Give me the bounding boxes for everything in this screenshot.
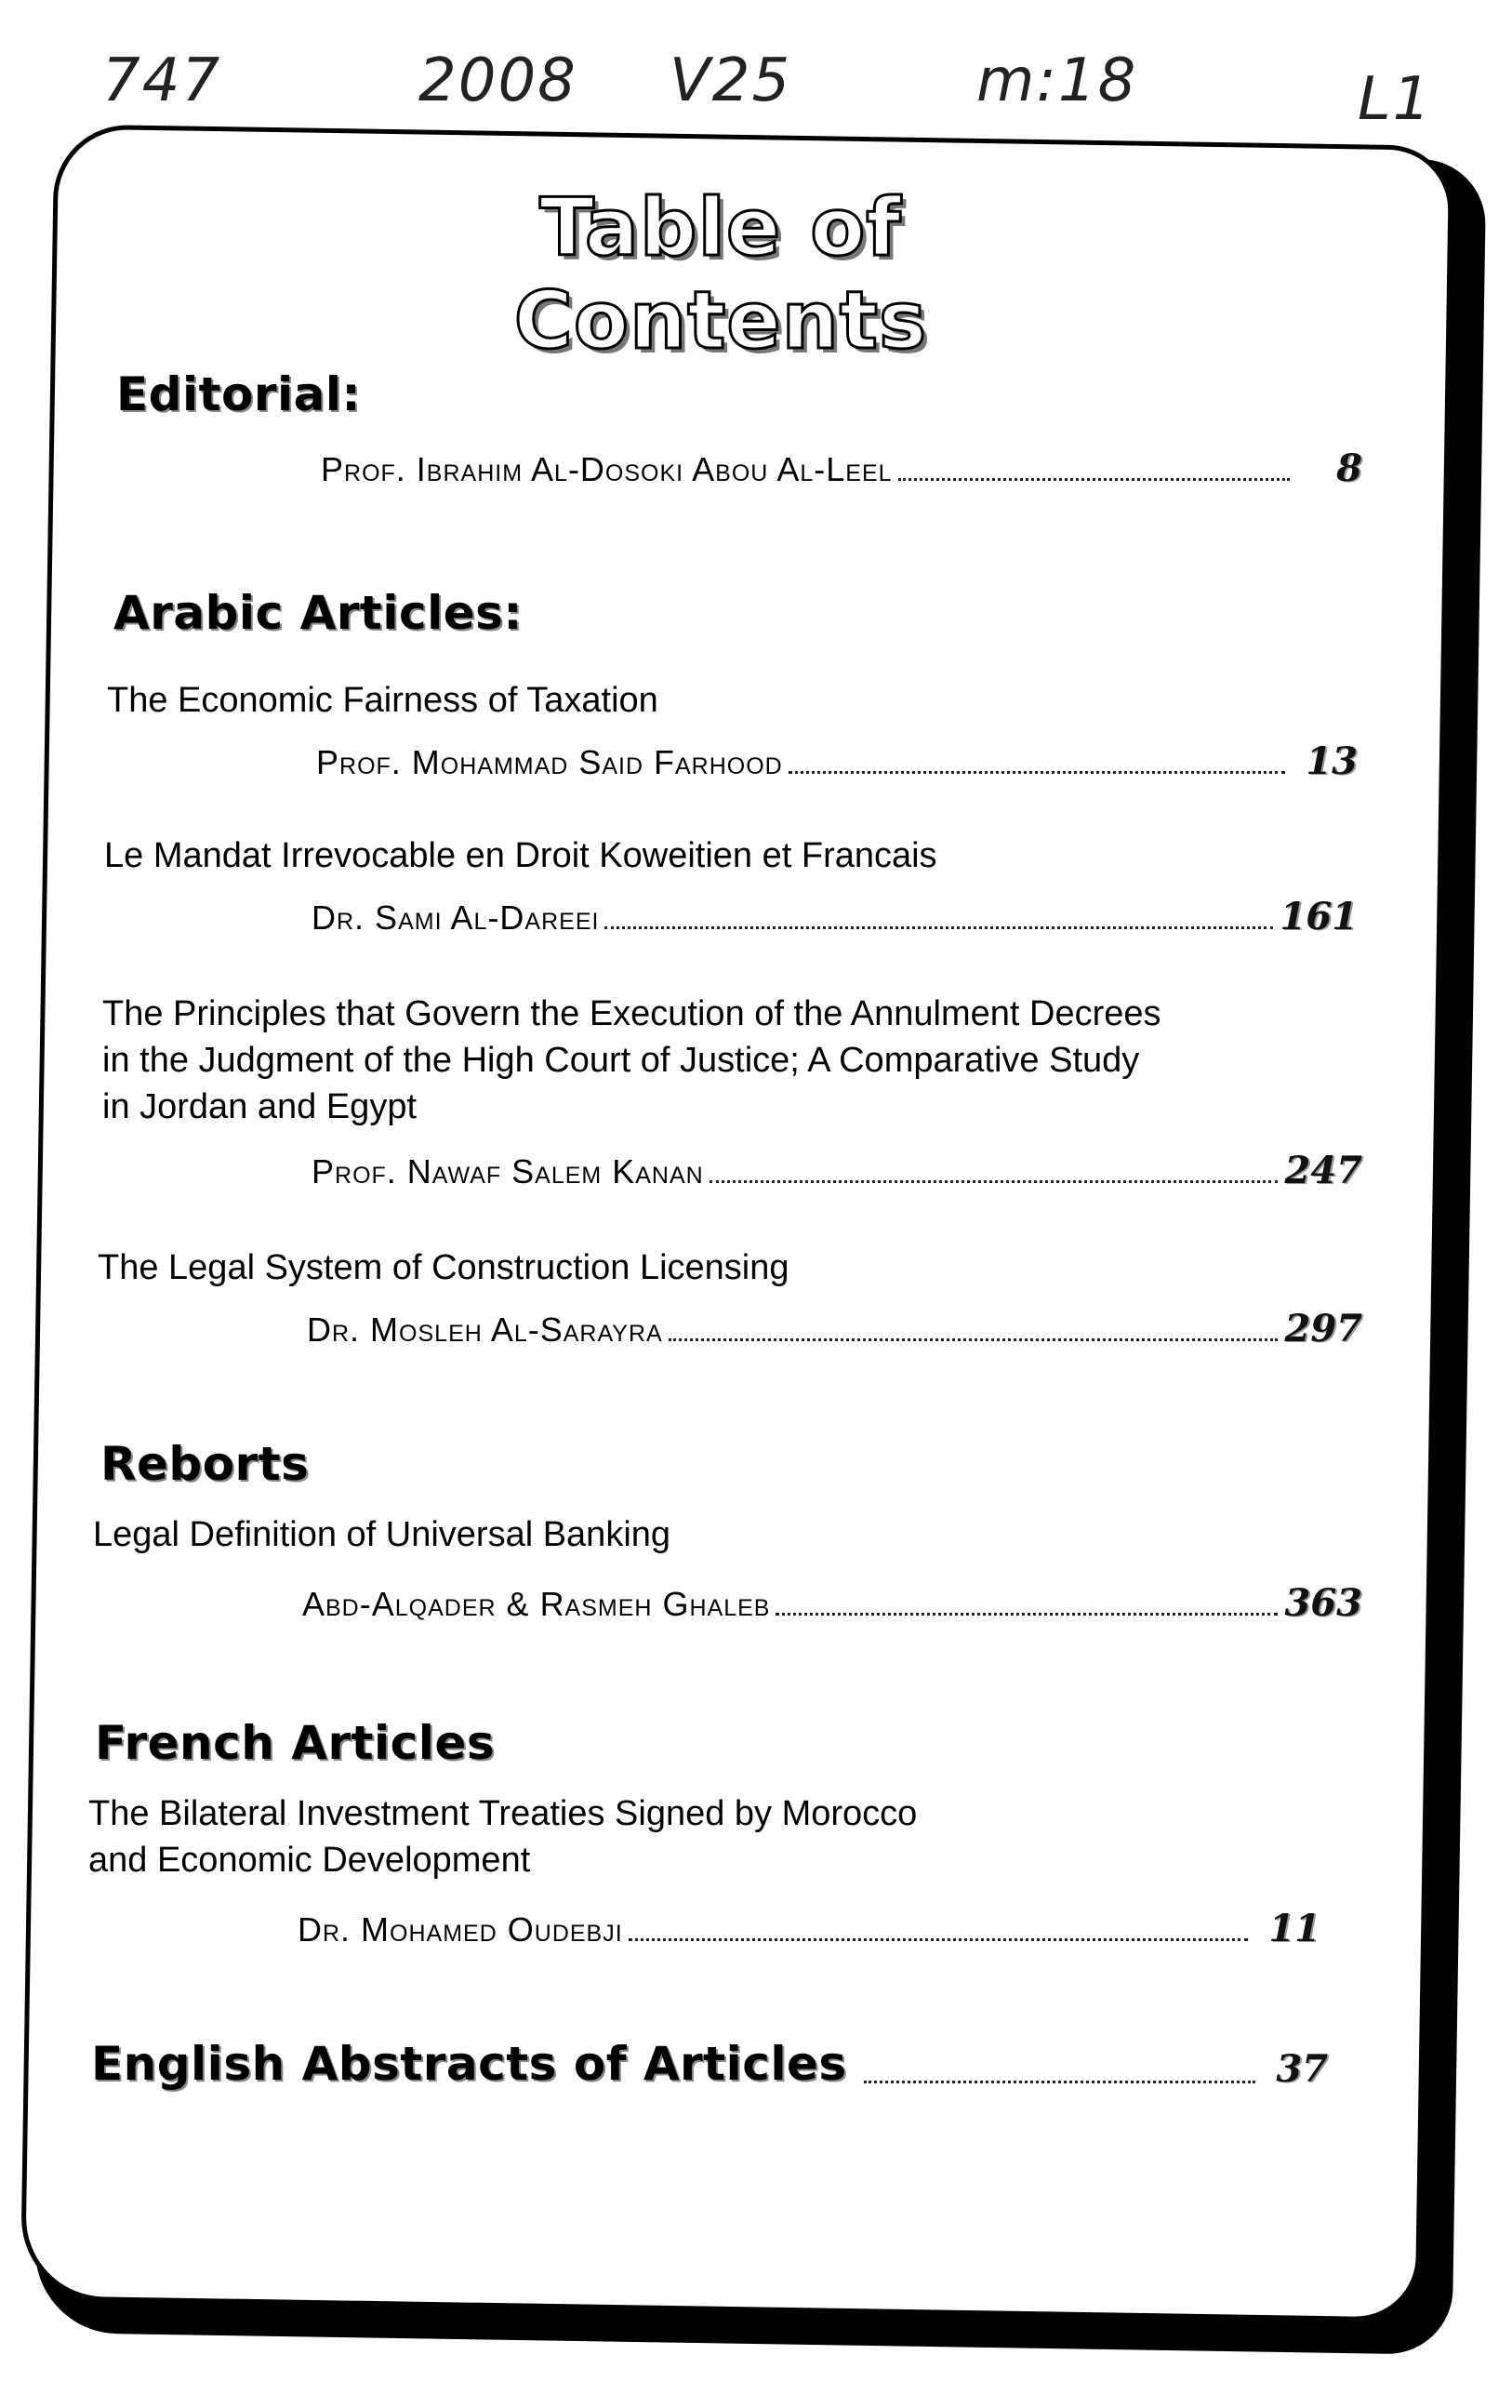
dot-leader <box>789 771 1285 774</box>
french-page-1: 11 <box>1268 1907 1320 1950</box>
english-abstracts-heading: English Abstracts of Articles <box>91 2037 847 2091</box>
article-page-3: 247 <box>1284 1149 1362 1192</box>
article-page-4: 297 <box>1284 1307 1362 1350</box>
article-page-2: 161 <box>1280 895 1358 938</box>
article-title-3-line-1: The Principles that Govern the Execution of the Annulment Decrees <box>102 994 1161 1033</box>
report-title-1: Legal Definition of Universal Banking <box>93 1515 671 1554</box>
dot-leader <box>776 1613 1277 1616</box>
french-title-1-line-1: The Bilateral Investment Treaties Signed by Morocco <box>88 1794 918 1833</box>
handwritten-note-4: m:18 <box>976 47 1138 115</box>
dot-leader <box>864 2081 1255 2083</box>
editorial-heading: Editorial: <box>116 367 362 421</box>
handwritten-note-1: 747 <box>102 47 222 115</box>
french-author-1: Dr. Mohamed Oudebji <box>298 1910 623 1949</box>
article-author-1: Prof. Mohammad Said Farhood <box>316 743 783 781</box>
dot-leader <box>898 478 1290 481</box>
article-entry-1[interactable] <box>316 739 1358 783</box>
toc-title: Table of Contents <box>513 181 928 367</box>
dot-leader <box>629 1938 1248 1941</box>
article-title-1: The Economic Fairness of Taxation <box>107 681 658 720</box>
article-author-2: Dr. Sami Al-Dareei <box>312 898 600 937</box>
english-abstracts-page: 37 <box>1276 2047 1328 2091</box>
english-abstracts-entry[interactable] <box>91 2037 1328 2091</box>
article-entry-3[interactable] <box>312 1149 1362 1192</box>
handwritten-note-2: 2008 <box>418 47 577 115</box>
report-author-1: Abd-Alqader & Rasmeh Ghaleb <box>302 1585 771 1623</box>
editorial-page: 8 <box>1336 446 1362 490</box>
article-author-3: Prof. Nawaf Salem Kanan <box>312 1152 704 1191</box>
report-entry-1[interactable] <box>302 1581 1362 1625</box>
french-articles-heading: French Articles <box>95 1716 496 1770</box>
article-title-2: Le Mandat Irrevocable en Droit Koweitien et Francais <box>104 836 937 875</box>
editorial-author: Prof. Ibrahim Al-Dosoki Abou Al-Leel <box>321 450 893 488</box>
handwritten-note-5: L1 <box>1358 65 1433 134</box>
dot-leader <box>604 926 1272 929</box>
dot-leader <box>669 1338 1278 1341</box>
article-page-1: 13 <box>1306 739 1358 783</box>
editorial-entry[interactable] <box>321 446 1362 490</box>
handwritten-note-3: V25 <box>670 47 792 115</box>
article-entry-2[interactable] <box>312 895 1358 938</box>
article-title-4: The Legal System of Construction Licensing <box>98 1248 789 1287</box>
french-title-1-line-2: and Economic Development <box>88 1841 531 1880</box>
report-page-1: 363 <box>1284 1581 1362 1625</box>
article-title-3-line-2: in the Judgment of the High Court of Justice; A Comparative Study <box>102 1041 1140 1080</box>
dot-leader <box>710 1180 1278 1183</box>
arabic-articles-heading: Arabic Articles: <box>113 586 523 640</box>
french-entry-1[interactable] <box>298 1907 1320 1950</box>
reports-heading: Reborts <box>100 1437 310 1491</box>
article-author-4: Dr. Mosleh Al-Sarayra <box>307 1310 663 1349</box>
article-entry-4[interactable] <box>307 1307 1362 1350</box>
article-title-3-line-3: in Jordan and Egypt <box>102 1087 418 1126</box>
